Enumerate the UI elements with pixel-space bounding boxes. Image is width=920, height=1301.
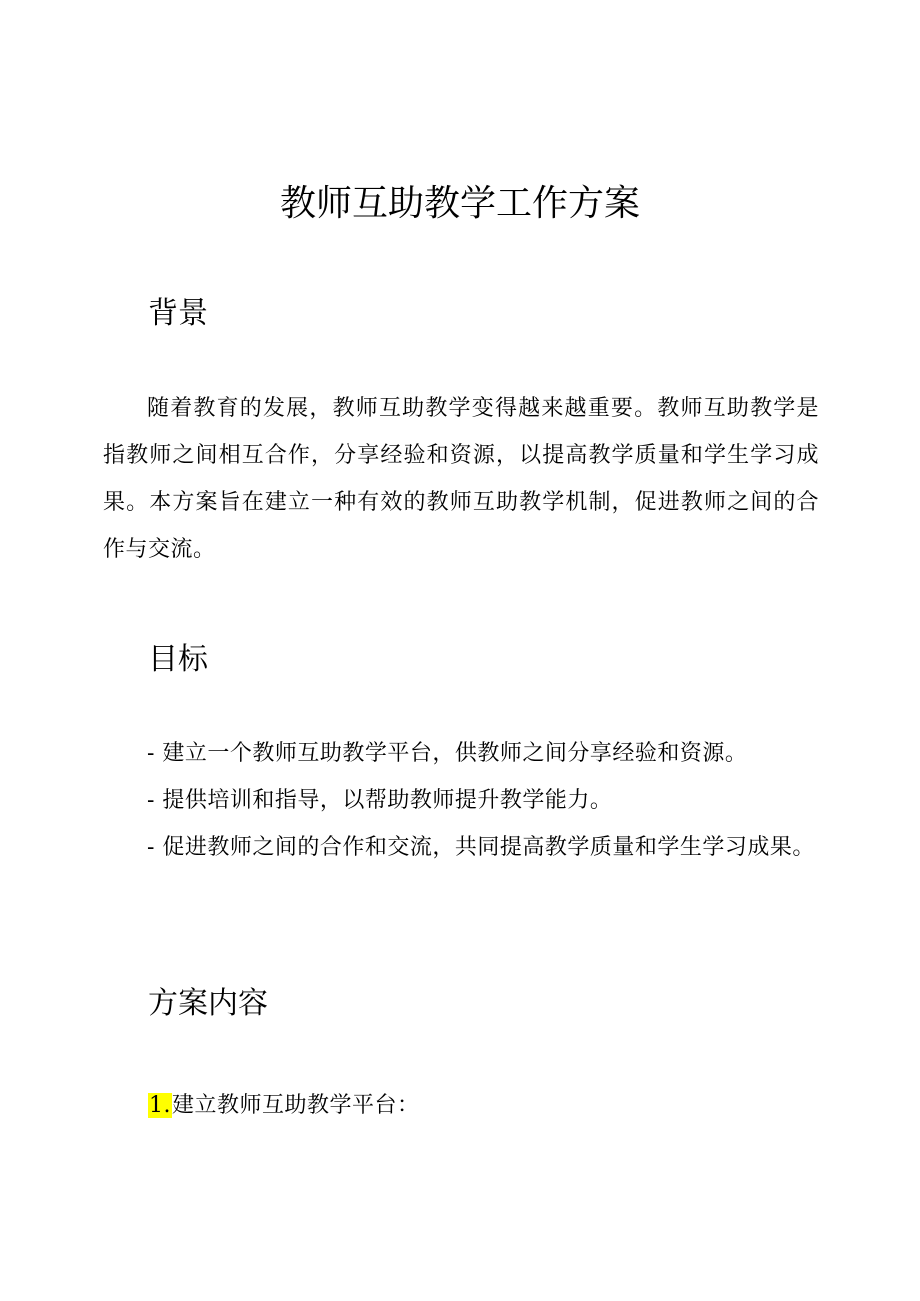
section-heading-goals: 目标 bbox=[148, 642, 208, 677]
background-paragraph: 随着教育的发展，教师互助教学变得越来越重要。教师互助教学是指教师之间相互合作，分享经验和资源，以提高教学质量和学生学习成果。本方案旨在建立一种有效的教师互助教学机制，促进教师之间的合作与交流。 bbox=[103, 396, 819, 562]
list-item: - 建立一个教师互助教学平台，供教师之间分享经验和资源。 bbox=[147, 741, 748, 766]
highlighted-number: 1. bbox=[149, 1093, 171, 1118]
goals-list bbox=[103, 730, 819, 871]
section-heading-background: 背景 bbox=[148, 296, 208, 331]
list-item: - 促进教师之间的合作和交流，共同提高教学质量和学生学习成果。 bbox=[147, 835, 815, 860]
numbered-item-text: 建立教师互助教学平台： bbox=[172, 1093, 420, 1118]
section-heading-content: 方案内容 bbox=[148, 986, 268, 1021]
list-item: - 提供培训和指导，以帮助教师提升教学能力。 bbox=[147, 788, 613, 813]
numbered-item-1 bbox=[148, 1082, 420, 1129]
document-title: 教师互助教学工作方案 bbox=[279, 183, 640, 224]
